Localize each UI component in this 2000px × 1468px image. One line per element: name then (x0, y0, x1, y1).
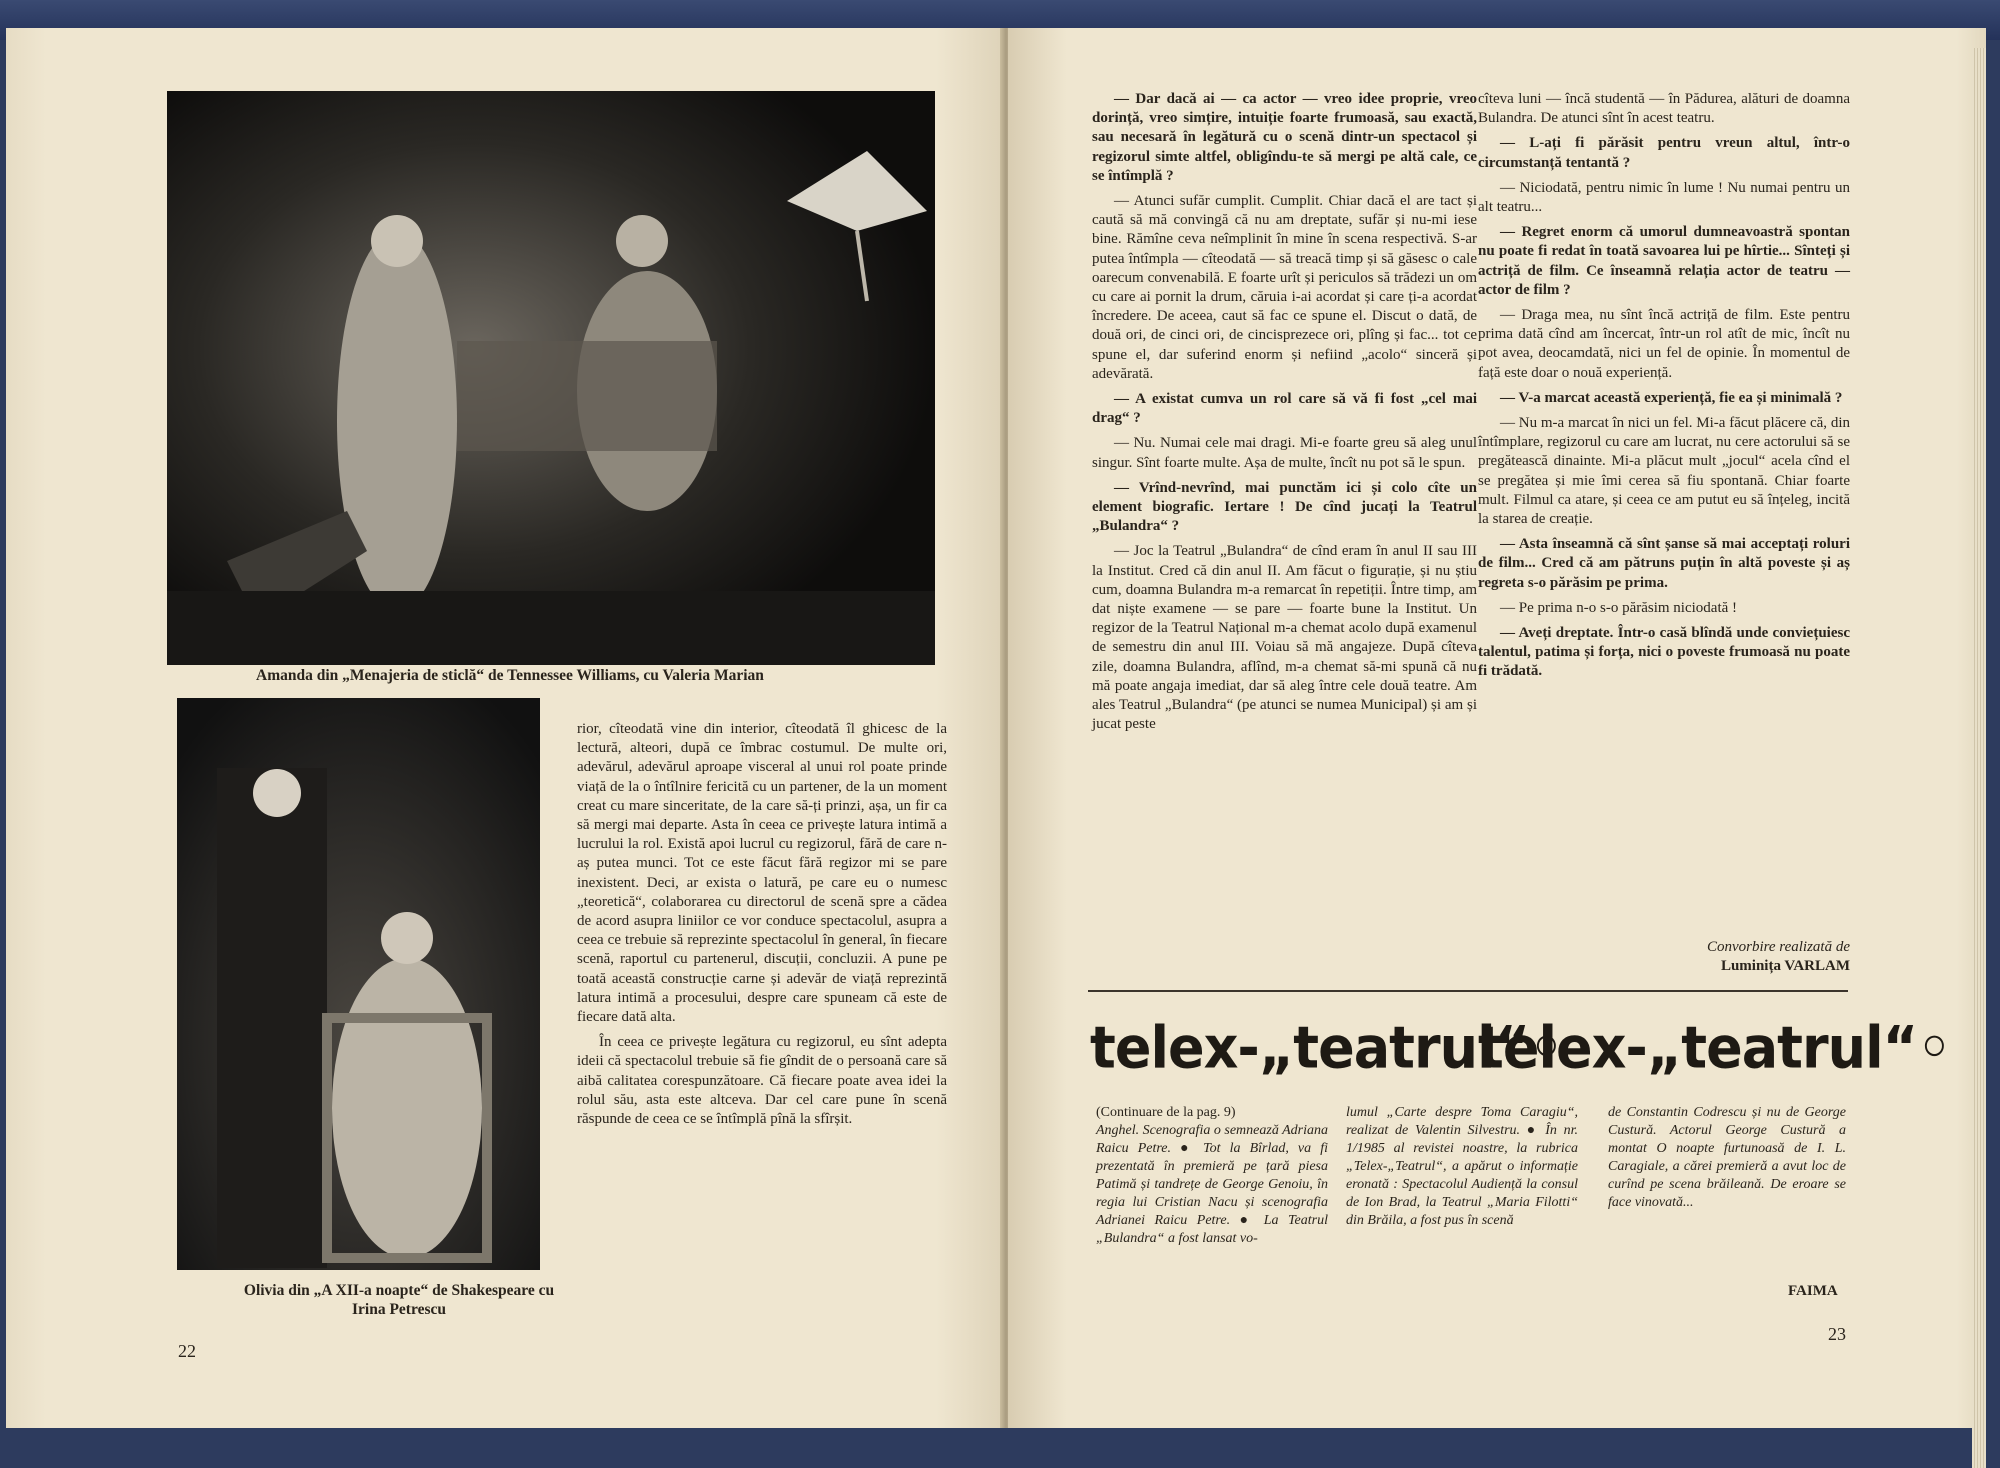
photo2-caption: Olivia din „A XII-a noapte“ de Shakespeare cu Irina Petrescu (243, 1282, 555, 1318)
interview-column-1 (1092, 90, 1477, 741)
interview-column-2 (1478, 90, 1850, 688)
interview-answer: — Atunci sufăr cumplit. Cumplit. Chiar dacă el are tact și caută să mă convingă că nu am dreptate, sufăr și nu-mi iese bine. Rămîne ceva neîmplinit în mine în scena respectivă. S-ar putea întîmpla — cîteodată — să treacă timp și să găsesc o cale oarecum convenabilă. E foarte urît și periculos să trădezi un om cu care ai pornit la drum, căruia i-ai acordat și care ți-a acordat încredere. De aceea, caut să fac ce spune el. Discut o dată, de două ori, de cinci ori, de cincisprezece ori, plîng și fac... tot ce spune el, dar suferind enorm și nefiind „acolo“ sinceră și adevărată. (1092, 193, 1477, 382)
interview-question: — Vrînd-nevrînd, mai punctăm ici și colo cîte un element biografic. Iertare ! De cînd jucați la Teatrul „Bulandra“ ? (1092, 479, 1477, 535)
page-number: 22 (178, 1341, 196, 1361)
interview-answer: — Joc la Teatrul „Bulandra“ de cînd eram în anul II sau III la Institut. Cred că din anul II. Am făcut o figurație, și nu știu cum, doamna Bulandra m-a remarcat în repetiții. Între timp, am dat niște examene — se pare — foarte bune la Institut. Un regizor de la Teatrul Național m-a chemat acolo după examenul de semestru din anul III. Voiau să mă angajeze. După cîteva zile, doamna Bulandra, aflînd, m-a chemat să-mi spună că nu mă poate angaja imediat, dar să aleg între cele două teatre. Am ales Teatrul „Bulandra“ (pe atunci se numea Municipal) și am și jucat peste (1092, 543, 1477, 733)
interview-answer: — Pe prima n-o s-o părăsim niciodată ! (1500, 599, 1738, 616)
interview-question: — V-a marcat această experiență, fie ea și minimală ? (1500, 389, 1843, 406)
continuation-note: (Continuare de la pag. 9) (1096, 1105, 1236, 1120)
interview-answer: — Nu. Numai cele mai dragi. Mi-e foarte greu să aleg unul singur. Sînt foarte multe. Așa de multe, încît nu pot să le spun. (1092, 435, 1477, 471)
right-page (1008, 28, 1986, 1428)
photo-menajeria (167, 91, 935, 665)
telex-title-left: telex-„teatrul“◦ (1090, 1013, 1563, 1082)
telex-column-1 (1096, 1104, 1328, 1248)
telex-text: de Constantin Codrescu și nu de George Custură. Actorul George Custură a montat O noapte furtunoasă de I. L. Caragiale, a cărei premieră a avut loc de curînd pe scena brăileană. De eroare se face vinovată... (1608, 1105, 1846, 1210)
interview-answer: — Nu m-a marcat în nici un fel. Mi-a făcut plăcere că, din întîmplare, regizorul cu care am lucrat, nu cere actorului să se pregătească dinainte. Mi-a plăcut mult „jocul“ acela cînd el se pregătea și mie îmi cerea să fiu spontană. Chiar foarte mult. Filmul ca atare, și ceea ce am putut eu să înțeleg, incită la starea de creație. (1478, 415, 1850, 528)
interview-question: — A existat cumva un rol care să vă fi fost „cel mai drag“ ? (1092, 391, 1477, 427)
paragraph: rior, cîteodată vine din interior, cîteodată îl ghicesc de la lectură, alteori, după ce îmbrac costumul. De multe ori, adevărul, adevărul aproape visceral al unui rol poate prinde viață de la o întîlnire fericită cu un partener, de la un moment creat cu mare sinceritate, de la care să-ți prinzi, așa, un fir ca să mergi mai departe. Asta în ceea ce privește latura intimă a lucrului la rol. Există apoi lucrul cu regizorul, fără de care n-aș putea munci. Tot ce este făcut fără regizor mi se pare inexistent. Deci, ar exista o latură, pe care eu o numesc „teoretică“, colaborarea cu directorul de scenă spre a cădea de acord asupra liniilor ce vor conduce spectacolul, asupra a ceea ce trebuie să reprezinte spectacolul în general, în fiecare scenă, raportul cu partenerul, discuții, concluzii. A pune pe toată această construcție carne și adevăr de viață reprezintă latura intimă a procesului, despre care spuneam că este de fiecare dată alta. (577, 721, 947, 1026)
interview-question: — L-ați fi părăsit pentru vreun altul, într-o circumstanță tentantă ? (1478, 135, 1850, 171)
telex-text: Anghel. Scenografia o semnează Adriana Raicu Petre. ● Tot la Bîrlad, va fi prezentată în premieră pe țară piesa Patimă și tandrețe de George Genoiu, în regia lui Cristian Nacu și scenografia Adrianei Raicu Petre. ● La Teatrul „Bulandra“ a fost lansat vo- (1096, 1123, 1328, 1246)
telex-column-3 (1608, 1104, 1846, 1212)
telex-text: lumul „Carte despre Toma Caragiu“, realizat de Valentin Silvestru. ● În nr. 1/1985 al revistei noastre, la rubrica „Telex-„Teatrul“, a apărut o informație eronată : Spectacolul Audiență la consul de Ion Brad, la Teatrul „Maria Filotti“ din Brăila, a fost pus în scenă (1346, 1105, 1578, 1228)
paragraph: În ceea ce privește legătura cu regizorul, eu sînt adepta ideii că spectacolul trebuie să fie gîndit de o persoană care să aibă calitatea corespunzătoare. Că fiecare poate avea idei la rolul său, asta este altceva. Dar cel care pune în scenă răspunde de ceea ce se întîmplă pînă la sfîrșit. (577, 1034, 947, 1128)
interview-question: — Asta înseamnă că sînt șanse să mai acceptați roluri de film... Cred că am pătruns puțin în altă poveste și aș regreta s-o părăsim pe prima. (1478, 536, 1850, 591)
interview-question: — Dar dacă ai — ca actor — vreo idee proprie, vreo dorință, vreo simțire, intuiție foarte frumoasă, sau exactă, sau necesară în legătură cu o scenă dintr-un spectacol și regizorul simte altfel, obligîndu-te să mergi pe altă cale, ce se întîmplă ? (1092, 91, 1477, 184)
page-edges (1972, 48, 1986, 1468)
interview-answer: — Niciodată, pentru nimic în lume ! Nu numai pentru un alt teatru... (1478, 179, 1850, 216)
signature-label: Convorbire realizată de (1706, 939, 1850, 955)
photo1-caption: Amanda din „Menajeria de sticlă“ de Tennessee Williams, cu Valeria Marian (256, 667, 764, 684)
interview-answer: cîteva luni — încă studentă — în Pădurea, alături de doamna Bulandra. De atunci sînt în acest teatru. (1478, 91, 1850, 127)
telex-separator (1088, 990, 1848, 992)
signature-author: Luminița VARLAM (1720, 958, 1850, 974)
left-body-column (577, 720, 947, 1135)
telex-column-2 (1346, 1104, 1578, 1230)
page-number: 23 (1828, 1324, 1846, 1344)
interview-question: — Regret enorm că umorul dumneavoastră spontan nu poate fi redat în toată savoarea lui pe hîrtie... Sînteți și actriță de film. Ce înseamnă relația actor de teatru — actor de film ? (1478, 224, 1850, 298)
interview-answer: — Draga mea, nu sînt încă actriță de film. Este pentru prima dată cînd am încercat, într-un rol atît de mic, încît nu pot avea, deocamdată, nici un fel de opinie. În momentul de față este doar o nouă experiență. (1478, 307, 1850, 381)
telex-title-right: telex-„teatrul“◦ (1478, 1013, 1951, 1082)
photo-a-xii-a-noapte (177, 698, 540, 1270)
telex-signature: FAIMA (1788, 1283, 1838, 1299)
left-page (6, 28, 1006, 1428)
interview-question: — Aveți dreptate. Într-o casă blîndă unde conviețuiesc talentul, patima și forța, nici o poveste frumoasă nu poate fi trădată. (1478, 625, 1850, 680)
